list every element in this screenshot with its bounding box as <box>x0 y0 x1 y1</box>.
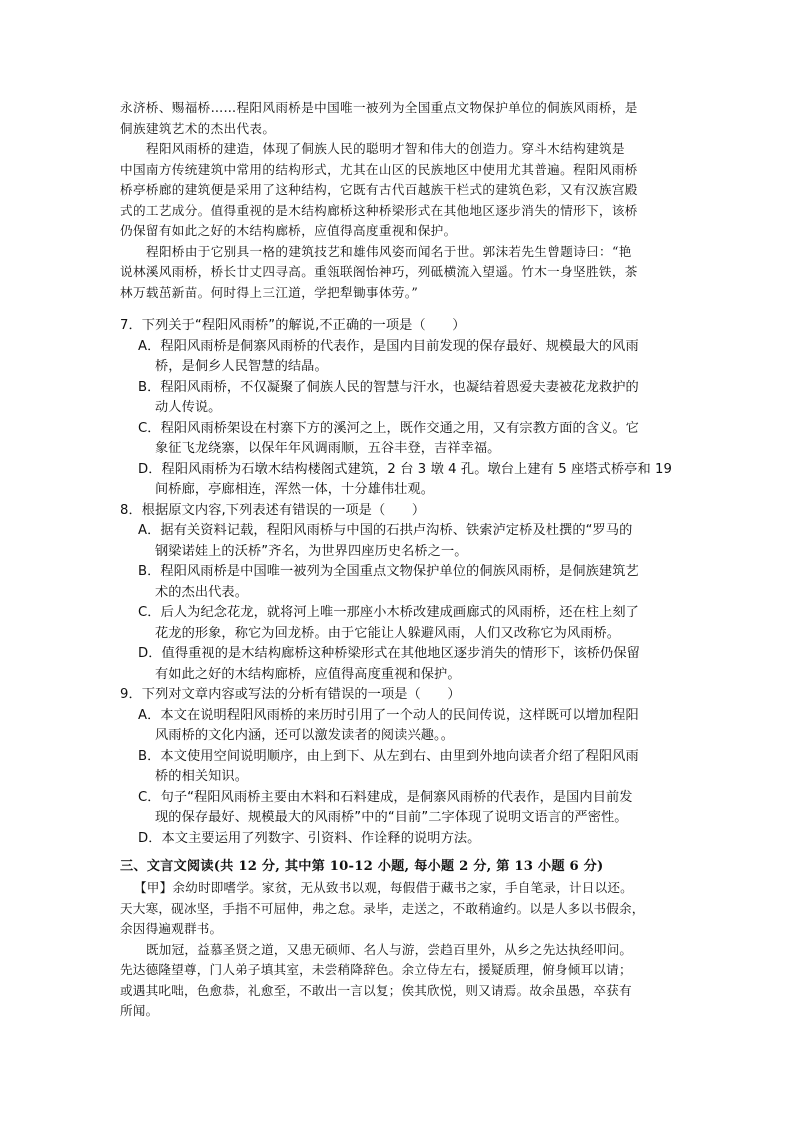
classical-line: 余因得遍观群书。 <box>120 921 223 936</box>
passage-line: 永济桥、赐福桥……程阳风雨桥是中国唯一被列为全国重点文物保护单位的侗族风雨桥，是 <box>120 100 638 115</box>
passage-line: 侗族建筑艺术的杰出代表。 <box>120 120 276 136</box>
question-9-option-d[interactable]: D．本文主要运用了列数字、引资料、作诠释的说明方法。 <box>138 830 481 846</box>
passage-line: 说林溪风雨桥，桥长廿丈四寻高。重瓴联阁怡神巧，列砥横流入望遥。竹木一身坚胜铁，茶 <box>120 264 638 279</box>
question-7-option-c[interactable]: C．程阳风雨桥架设在村寨下方的溪河之上，既作交通之用，又有宗教方面的含义。它 <box>138 420 639 436</box>
question-7-option-a-cont: 桥，是侗乡人民智慧的结晶。 <box>155 359 328 374</box>
classical-line: 天大寒，砚冰坚，手指不可屈伸，弗之怠。录毕，走送之，不敢稍逾约。以是人多以书假余， <box>120 900 645 916</box>
section-3-heading: 三、文言文阅读(共 12 分, 其中第 10-12 小题, 每小题 2 分, 第 13 小题 6 分) <box>120 859 604 874</box>
classical-line: 先达德隆望尊，门人弟子填其室，未尝稍降辞色。余立侍左右，援疑质理，俯身倾耳以请； <box>120 962 632 977</box>
question-8-option-a[interactable]: A．据有关资料记载，程阳风雨桥与中国的石拱卢沟桥、铁索泸定桥及杜撰的“罗马的 <box>138 523 633 538</box>
passage-line: 程阳桥由于它别具一格的建筑技艺和雄伟风姿而闻名于世。郭沫若先生曾题诗曰：“艳 <box>146 243 632 259</box>
question-8-option-c[interactable]: C．后人为纪念花龙，就将河上唯一那座小木桥改建成画廊式的风雨桥，还在柱上刻了 <box>138 605 639 620</box>
passage-line: 林万载茁新苗。何时得上三江道，学把犁锄事体劳。” <box>120 284 419 300</box>
classical-line: 或遇其叱咄，色愈恭，礼愈至，不敢出一言以复；俟其欣悦，则又请焉。故余虽愚，卒获有 <box>120 982 632 998</box>
classical-line: 所闻。 <box>120 1003 159 1018</box>
questions <box>120 316 680 849</box>
classical-line: 既加冠，益慕圣贤之道，又患无硕师、名人与游，尝趋百里外，从乡之先达执经叩问。 <box>146 941 633 957</box>
question-9-option-b[interactable]: B．本文使用空间说明顺序，由上到下、从左到右、由里到外地向读者介绍了程阳风雨 <box>138 748 639 764</box>
question-8-option-c-cont: 花龙的形象，称它为回龙桥。由于它能让人躲避风雨，人们又改称它为风雨桥。 <box>155 625 621 641</box>
question-7-option-b-cont: 动人传说。 <box>155 400 222 415</box>
question-9-option-c[interactable]: C．句子“程阳风雨桥主要由木料和石料建成，是侗寨风雨桥的代表作，是国内目前发 <box>138 789 633 805</box>
question-8-option-d-cont: 有如此之好的木结构廊桥，应值得高度重视和保护。 <box>155 666 461 682</box>
question-7-option-c-cont: 象征飞龙绕寨，以保年年风调雨顺，五谷丰登，吉祥幸福。 <box>155 441 501 456</box>
question-7-option-b[interactable]: B．程阳风雨桥，不仅凝聚了侗族人民的智慧与汗水，也凝结着恩爱夫妻被花龙救护的 <box>138 379 639 395</box>
question-9-stem: 9．下列对文章内容或写法的分析有错误的一项是（ ） <box>120 687 461 702</box>
question-9-option-b-cont: 桥的相关知识。 <box>155 769 249 784</box>
section-3 <box>120 856 680 1022</box>
question-7-stem: 7．下列关于“程阳风雨桥”的解说,不正确的一项是（ ） <box>120 318 466 333</box>
question-8-option-a-cont: 钢梁诺娃上的沃桥”齐名，为世界四座历史名桥之一。 <box>155 543 468 559</box>
passage-line: 中国南方传统建筑中常用的结构形式，尤其在山区的民族地区中使用尤其普遍。程阳风雨桥 <box>120 161 638 177</box>
classical-line: 【甲】余幼时即嗜学。家贫，无从致书以观，每假借于藏书之家，手自笔录，计日以还。 <box>134 880 633 895</box>
question-8-option-b-cont: 术的杰出代表。 <box>155 584 249 600</box>
question-7-option-a[interactable]: A．程阳风雨桥是侗寨风雨桥的代表作，是国内目前发现的保存最好、规模最大的风雨 <box>138 338 639 354</box>
question-7-option-d-cont: 间桥廊，亭廊相连，浑然一体，十分雄伟壮观。 <box>155 482 435 497</box>
passage <box>120 98 680 303</box>
question-9-option-a[interactable]: A．本文在说明程阳风雨桥的来历时引用了一个动人的民间传说，这样既可以增加程阳 <box>138 707 639 723</box>
question-9-option-a-cont: 风雨桥的文化内涵，还可以激发读者的阅读兴趣。。 <box>155 728 455 743</box>
question-8-option-b[interactable]: B．程阳风雨桥是中国唯一被列为全国重点文物保护单位的侗族风雨桥，是侗族建筑艺 <box>138 564 639 579</box>
question-8-stem: 8．根据原文内容,下列表述有错误的一项是（ ） <box>120 502 426 518</box>
passage-line: 仍保留有如此之好的木结构廊桥，应值得高度重视和保护。 <box>120 223 457 238</box>
passage-line: 程阳风雨桥的建造，体现了侗族人民的聪明才智和伟大的创造力。穿斗木结构建筑是 <box>146 141 625 156</box>
question-9-option-c-cont: 现的保存最好、规模最大的风雨桥”中的“目前”二字体现了说明文语言的严密性。 <box>155 810 628 825</box>
passage-line: 式的工艺成分。值得重视的是木结构廊桥这种桥梁形式在其他地区逐步消失的情形下，该桥 <box>120 202 638 218</box>
question-8-option-d[interactable]: D．值得重视的是木结构廊桥这种桥梁形式在其他地区逐步消失的情形下，该桥仍保留 <box>138 646 640 661</box>
passage-line: 桥亭桥廊的建筑便是采用了这种结构，它既有古代百越族干栏式的建筑色彩，又有汉族宫殿 <box>120 182 638 197</box>
question-7-option-d[interactable]: D．程阳风雨桥为石墩木结构楼阁式建筑，2 台 3 墩 4 孔。墩台上建有 5 座塔式桥亭和 19 <box>138 461 673 477</box>
